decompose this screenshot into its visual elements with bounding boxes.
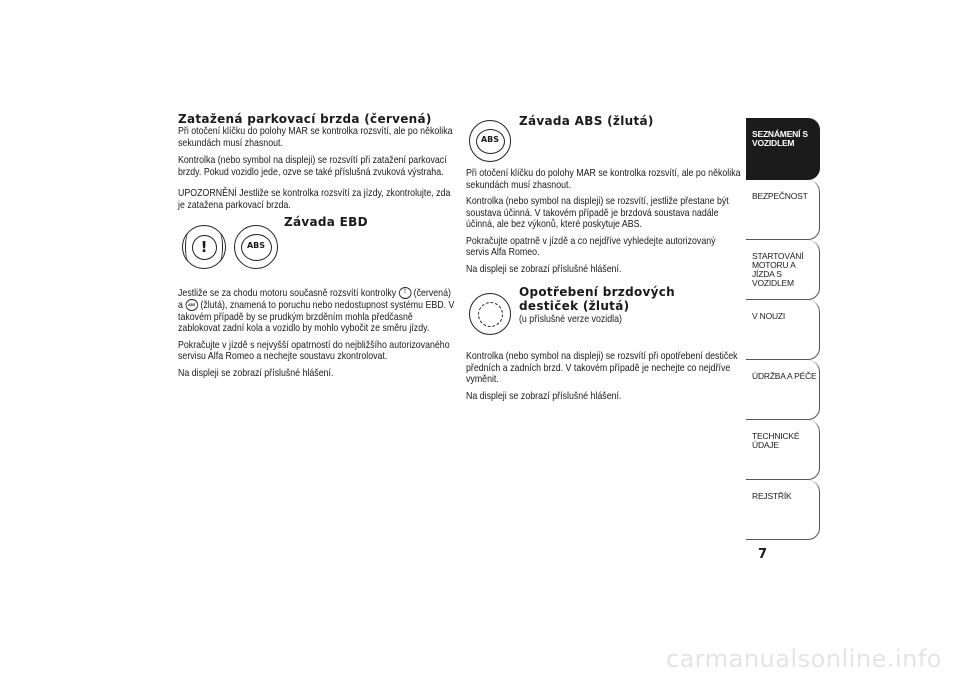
paragraph-warning: UPOZORNĚNÍ Jestliže se kontrolka rozsvítí za jízdy, zkontrolujte, zda je zatažena parkovací brzda. bbox=[178, 187, 451, 211]
paragraph: Kontrolka (nebo symbol na displeji) se rozsvítí, jestliže přestane být soustava účinná. V takovém případě je brzdová soustava nadále účinná, ale bez výkonů, které poskytuje ABS. bbox=[466, 195, 729, 230]
abs-section-header bbox=[466, 112, 741, 168]
right-column bbox=[466, 112, 741, 407]
paragraph: Na displeji se zobrazí příslušné hlášení. bbox=[466, 262, 622, 275]
heading-ebd-failure: Závada EBD bbox=[284, 215, 368, 229]
tab-startovani[interactable]: STARTOVÁNÍ MOTORU A JÍZDA S VOZIDLEM bbox=[746, 240, 820, 300]
paragraph-ebd: Jestliže se za chodu motoru současně rozsvítí kontrolky ! (červená) a ABS (žlutá), znamená to poruchu nebo nedostupnost systému EBD. V takovém případě by se prudkým brzděním mohla předčasně zablokovat zadní kola a vozidlo by mohlo vybočit ze směru jízdy. bbox=[178, 286, 455, 335]
abs-icon: ABS bbox=[469, 120, 511, 162]
tab-bezpecnost[interactable]: BEZPEČNOST bbox=[746, 180, 820, 240]
paragraph: Na displeji se zobrazí příslušné hlášení. bbox=[178, 366, 334, 379]
tab-technicke-udaje[interactable]: TECHNICKÉ ÚDAJE bbox=[746, 420, 820, 480]
heading-parking-brake: Zatažená parkovací brzda (červená) bbox=[178, 112, 432, 126]
abs-icon: ABS bbox=[234, 225, 278, 269]
brake-warning-inline-icon: ! bbox=[399, 287, 412, 299]
tab-rejstrik[interactable]: REJSTŘÍK bbox=[746, 480, 820, 540]
tab-v-nouzi[interactable]: V NOUZI bbox=[746, 300, 820, 360]
paragraph: Na displeji se zobrazí příslušné hlášení. bbox=[466, 389, 622, 402]
heading-brake-pads: Opotřebení brzdových destiček (žlutá) bbox=[519, 285, 676, 313]
subheading-version: (u příslušné verze vozidla) bbox=[519, 313, 622, 325]
ebd-icon-block bbox=[178, 217, 456, 287]
brake-warning-icon: ! bbox=[182, 225, 226, 269]
paragraph: Kontrolka (nebo symbol na displeji) se rozsvítí při zatažení parkovací brzdy. Pokud vozidlo jede, ozve se také příslušná zvuková výstraha. bbox=[178, 154, 447, 178]
tab-seznameni-s-vozidlem[interactable]: SEZNÁMENÍ S VOZIDLEM bbox=[746, 118, 820, 180]
paragraph: Při otočení klíčku do polohy MAR se kontrolka rozsvítí, ale po několika sekundách musí zhasnout. bbox=[178, 125, 453, 149]
paragraph: Pokračujte v jízdě s nejvyšší opatrností do nejbližšího autorizovaného servisu Alfa Romeo a nechejte soustavu zkontrolovat. bbox=[178, 338, 450, 363]
page-number: 7 bbox=[758, 547, 768, 562]
tab-udrzba-a-pece[interactable]: ÚDRŽBA A PÉČE bbox=[746, 360, 820, 420]
paragraph: Pokračujte opatrně v jízdě a co nejdříve vyhledejte autorizovaný servis Alfa Romeo. bbox=[466, 234, 716, 258]
left-column bbox=[178, 112, 456, 384]
heading-abs-failure: Závada ABS (žlutá) bbox=[519, 114, 654, 128]
paragraph: Kontrolka (nebo symbol na displeji) se rozsvítí při opotřebení destiček předních a zadních brzd. V takovém případě je nechejte co nejdříve vyměnit. bbox=[466, 350, 738, 385]
brake-pad-wear-icon bbox=[469, 293, 511, 335]
paragraph: Při otočení klíčku do polohy MAR se kontrolka rozsvítí, ale po několika sekundách musí zhasnout. bbox=[466, 167, 741, 191]
brake-pads-section-header bbox=[466, 285, 741, 347]
watermark: carmanualsonline.info bbox=[665, 645, 942, 673]
abs-inline-icon: ABS bbox=[185, 299, 198, 311]
